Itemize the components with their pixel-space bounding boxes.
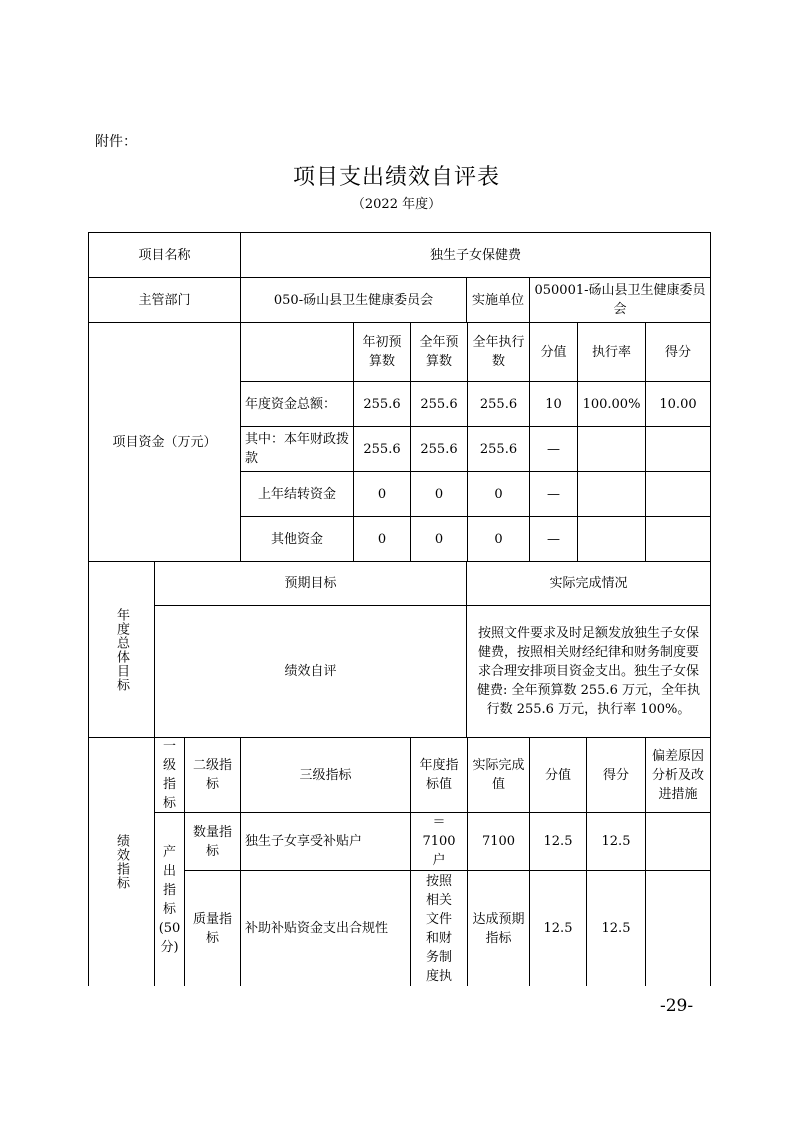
funds-header-blank [240, 322, 354, 382]
indicators-header-score-value: 分值 [529, 737, 587, 813]
funds-row-initial: 255.6 [353, 381, 411, 427]
funds-header-rate: 执行率 [577, 322, 646, 382]
funds-row-score-value: — [529, 426, 578, 472]
funds-row-rate: 100.00% [577, 381, 646, 427]
funds-row-executed: 255.6 [467, 381, 530, 427]
funds-row-annual: 0 [410, 471, 468, 517]
funds-row-label: 其中：本年财政拨款 [240, 426, 354, 472]
indicators-header-deviation: 偏差原因分析及改进措施 [645, 737, 711, 813]
indicator-score-value: 12.5 [529, 870, 587, 986]
funds-header-initial: 年初预算数 [353, 322, 411, 382]
funds-row-score: 10.00 [645, 381, 711, 427]
goals-section-text: 年度总体目标 [114, 607, 129, 692]
goals-actual-header: 实际完成情况 [466, 561, 711, 606]
funds-row-executed: 0 [467, 471, 530, 517]
impl-label: 实施单位 [466, 277, 530, 323]
funds-row-rate [577, 471, 646, 517]
indicators-header-target: 年度指标值 [410, 737, 468, 813]
page-subtitle: （2022 年度） [351, 197, 442, 212]
page-number: -29- [660, 996, 694, 1016]
funds-row-executed: 0 [467, 516, 530, 562]
funds-section-label: 项目资金（万元） [88, 322, 241, 562]
funds-row-annual: 255.6 [410, 426, 468, 472]
funds-row-executed: 255.6 [467, 426, 530, 472]
indicators-header-level2: 二级指标 [184, 737, 241, 813]
funds-row-label: 上年结转资金 [240, 471, 354, 517]
funds-row-score [645, 516, 711, 562]
indicator-target: ＝7100户 [410, 812, 468, 871]
indicators-header-level1: 一级指标 [154, 737, 185, 813]
goals-expected-value: 绩效自评 [154, 605, 467, 738]
funds-row-score-value: 10 [529, 381, 578, 427]
funds-row-annual: 255.6 [410, 381, 468, 427]
indicators-header-actual: 实际完成值 [467, 737, 530, 813]
funds-row-annual: 0 [410, 516, 468, 562]
indicator-deviation [645, 870, 711, 986]
funds-row-initial: 255.6 [353, 426, 411, 472]
indicators-header-level3: 三级指标 [240, 737, 411, 813]
indicator-score-value: 12.5 [529, 812, 587, 871]
funds-row-rate [577, 426, 646, 472]
funds-row-score [645, 471, 711, 517]
funds-header-score: 得分 [645, 322, 711, 382]
funds-row-rate [577, 516, 646, 562]
indicators-level1-output: 产出指标(50分) [154, 812, 185, 986]
indicator-level2: 质量指标 [184, 870, 241, 986]
indicators-section-text: 绩效指标 [114, 834, 129, 890]
indicator-level2: 数量指标 [184, 812, 241, 871]
goals-expected-header: 预期目标 [154, 561, 467, 606]
indicator-target: 按照相关文件和财务制度执 [410, 870, 468, 986]
goals-actual-value: 按照文件要求及时足额发放独生子女保健费，按照相关财经纪律和财务制度要求合理安排项目资金支出。独生子女保健费: 全年预算数 255.6 万元，全年执行数 255.6 万元，执行率 100%。 [466, 605, 711, 738]
funds-row-label: 年度资金总额： [240, 381, 354, 427]
page-title: 项目支出绩效自评表 [292, 165, 500, 190]
funds-header-score-value: 分值 [529, 322, 578, 382]
funds-row-initial: 0 [353, 471, 411, 517]
impl-value: 050001-砀山县卫生健康委员会 [529, 277, 711, 323]
project-name-label: 项目名称 [88, 232, 241, 278]
goals-section-label [88, 561, 155, 738]
funds-header-annual: 全年预算数 [410, 322, 468, 382]
dept-label: 主管部门 [88, 277, 241, 323]
indicators-section-label [88, 737, 155, 986]
indicator-score: 12.5 [586, 870, 646, 986]
funds-row-label: 其他资金 [240, 516, 354, 562]
evaluation-table [88, 232, 711, 986]
funds-row-score [645, 426, 711, 472]
indicators-header-score: 得分 [586, 737, 646, 813]
dept-value: 050-砀山县卫生健康委员会 [240, 277, 467, 323]
funds-row-score-value: — [529, 471, 578, 517]
funds-row-initial: 0 [353, 516, 411, 562]
indicator-score: 12.5 [586, 812, 646, 871]
indicator-level3: 独生子女享受补贴户 [240, 812, 411, 871]
indicator-actual: 7100 [467, 812, 530, 871]
indicator-level3: 补助补贴资金支出合规性 [240, 870, 411, 986]
indicator-deviation [645, 812, 711, 871]
indicator-actual: 达成预期指标 [467, 870, 530, 986]
funds-header-executed: 全年执行数 [467, 322, 530, 382]
attachment-label: 附件： [95, 134, 137, 150]
funds-row-score-value: — [529, 516, 578, 562]
project-name-value: 独生子女保健费 [240, 232, 711, 278]
